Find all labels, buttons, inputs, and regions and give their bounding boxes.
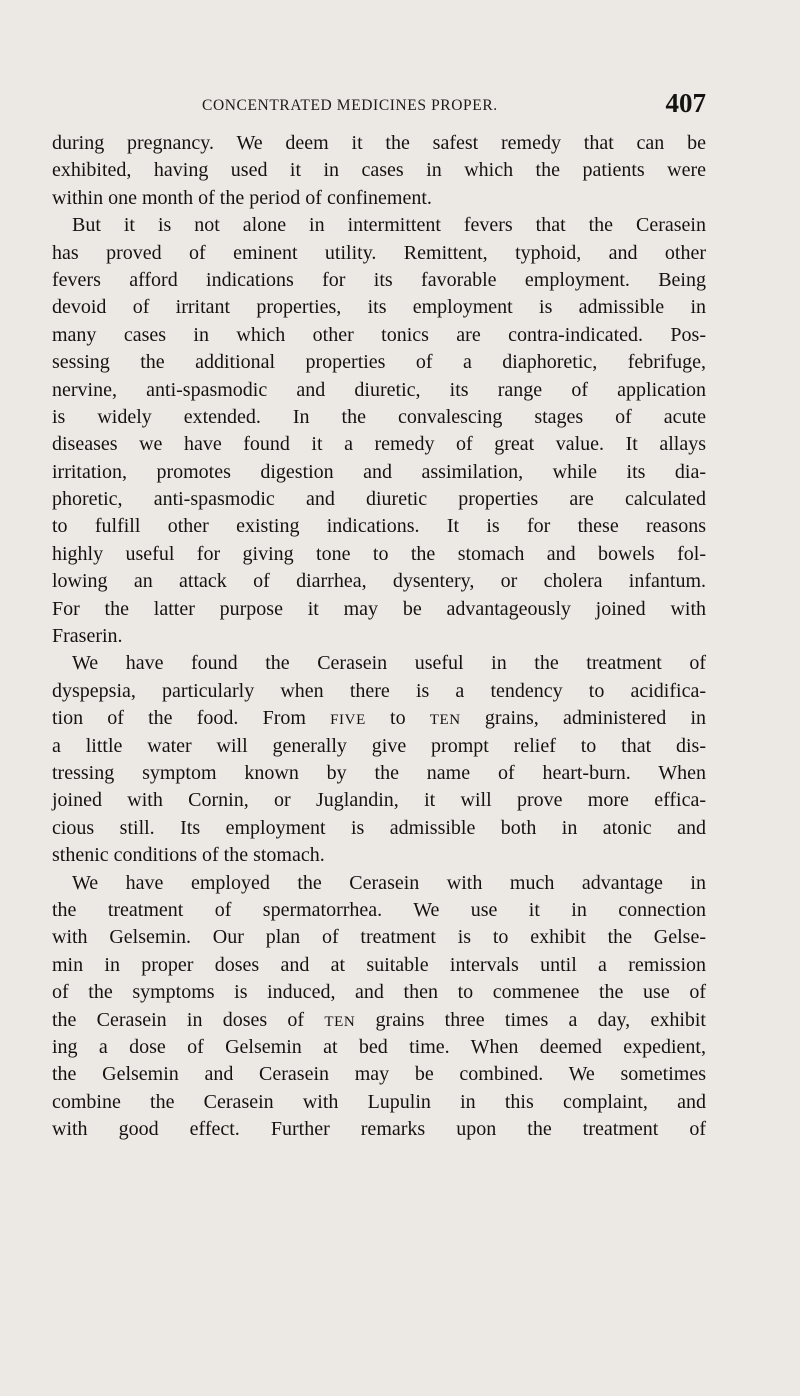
text-line: joined with Cornin, or Juglandin, it will prove more effica- (52, 789, 706, 812)
text-line: But it is not alone in intermittent fevers that the Cerasein (72, 214, 706, 237)
text-line: has proved of eminent utility. Remittent, typhoid, and other (52, 241, 706, 264)
text-line: many cases in which other tonics are contra-indicated. Pos- (52, 323, 706, 346)
text-line: within one month of the period of confinement. (52, 186, 432, 209)
text-line: phoretic, anti-spasmodic and diuretic properties are calculated (52, 488, 706, 511)
text-line: diseases we have found it a remedy of great value. It allays (52, 433, 706, 456)
text-line: sessing the additional properties of a diaphoretic, febrifuge, (52, 351, 706, 374)
text-line: lowing an attack of diarrhea, dysentery, or cholera infantum. (52, 570, 706, 593)
text-line: the Gelsemin and Cerasein may be combined. We sometimes (52, 1063, 706, 1086)
text-line: highly useful for giving tone to the stomach and bowels fol- (52, 542, 706, 565)
text-line: the treatment of spermatorrhea. We use it in connection (52, 898, 706, 921)
page-header (52, 88, 706, 128)
text-line: a little water will generally give prompt relief to that dis- (52, 734, 706, 757)
text-line: with good effect. Further remarks upon the treatment of (52, 1118, 706, 1141)
text-line: is widely extended. In the convalescing stages of acute (52, 405, 706, 428)
page-number: 407 (665, 88, 706, 118)
text-line: fevers afford indications for its favorable employment. Being (52, 268, 706, 291)
text-line: exhibited, having used it in cases in which the patients were (52, 159, 706, 182)
text-line: during pregnancy. We deem it the safest remedy that can be (52, 132, 706, 154)
text-line: ing a dose of Gelsemin at bed time. When deemed expedient, (52, 1035, 706, 1058)
text-line: the Cerasein in doses of TEN grains three times a day, exhibit (52, 1008, 706, 1031)
text-line: tion of the food. From FIVE to TEN grains, administered in (52, 707, 707, 730)
text-line: to fulfill other existing indications. It is for these reasons (52, 515, 706, 538)
running-head: CONCENTRATED MEDICINES PROPER. (202, 97, 498, 114)
body-text (52, 130, 706, 1143)
text-line: dyspepsia, particularly when there is a tendency to acidifica- (52, 679, 706, 702)
text-line: with Gelsemin. Our plan of treatment is to exhibit the Gelse- (52, 926, 706, 949)
text-line: For the latter purpose it may be advantageously joined with (52, 597, 706, 620)
text-line: Fraserin. (52, 625, 123, 648)
text-line: nervine, anti-spasmodic and diuretic, its range of application (52, 378, 706, 401)
text-line: of the symptoms is induced, and then to commenee the use of (52, 981, 706, 1004)
text-line: We have employed the Cerasein with much advantage in (72, 871, 706, 894)
text-line: irritation, promotes digestion and assimilation, while its dia- (52, 460, 706, 483)
text-line: cious still. Its employment is admissible both in atonic and (52, 816, 706, 839)
text-line: combine the Cerasein with Lupulin in this complaint, and (52, 1090, 706, 1113)
text-line: tressing symptom known by the name of heart-burn. When (52, 761, 706, 784)
text-line: devoid of irritant properties, its employment is admissible in (52, 296, 706, 319)
text-line: sthenic conditions of the stomach. (52, 844, 325, 867)
text-line: We have found the Cerasein useful in the treatment of (72, 652, 706, 675)
text-line: min in proper doses and at suitable intervals until a remission (52, 953, 706, 976)
